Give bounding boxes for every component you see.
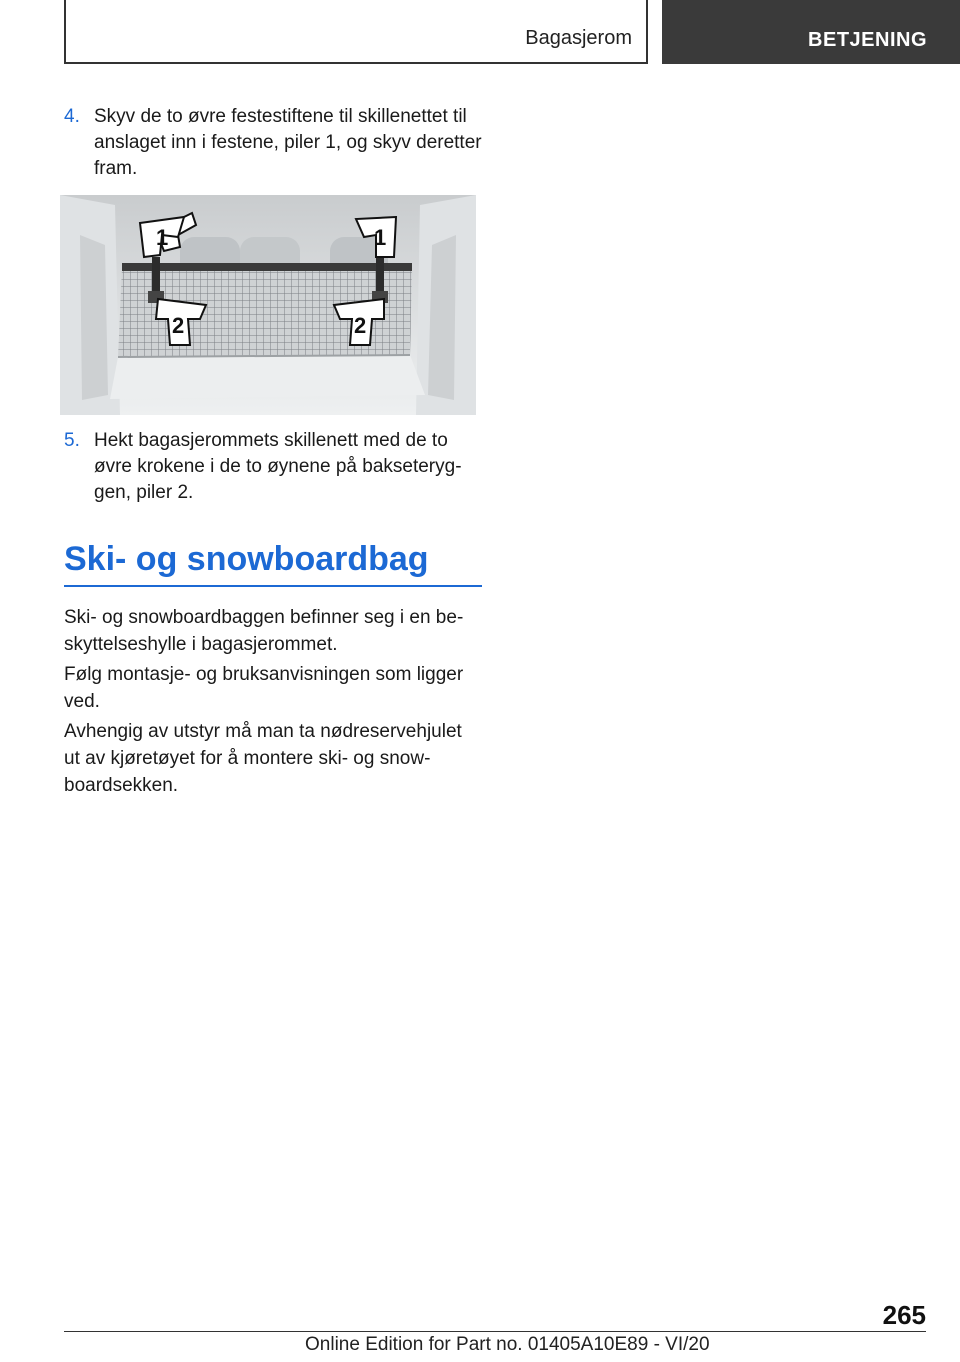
paragraph-line: ut av kjøretøyet for å montere ski- og snow-	[64, 748, 431, 769]
footer-divider	[64, 1331, 926, 1332]
paragraph	[64, 661, 484, 715]
paragraph-line: skyttelseshylle i bagasjerommet.	[64, 634, 338, 655]
paragraph-line: ved.	[64, 691, 100, 712]
arrow-label: 1	[156, 225, 169, 250]
paragraph-line: boardsekken.	[64, 775, 179, 796]
paragraph	[64, 604, 484, 658]
cargo-net-illustration	[60, 195, 476, 415]
step-text	[94, 104, 484, 182]
arrow-label: 2	[354, 313, 367, 338]
paragraph	[64, 718, 484, 799]
paragraph-line: Avhengig av utstyr må man ta nødreservehjulet	[64, 721, 462, 742]
step-line: fram.	[94, 158, 138, 179]
section-title: Bagasjerom	[525, 27, 632, 49]
section-heading: Ski- og snowboardbag	[64, 540, 482, 587]
footer-edition: Online Edition for Part no. 01405A10E89 - VI/20	[305, 1334, 710, 1355]
chapter-tab	[662, 0, 960, 64]
paragraph-line: Følg montasje- og bruksanvisningen som ligger	[64, 664, 464, 685]
cargo-net-figure	[60, 195, 476, 415]
arrow-label: 2	[172, 313, 185, 338]
step-line: anslaget inn i festene, piler 1, og skyv deretter	[94, 132, 482, 153]
running-header	[64, 0, 648, 64]
step-line: gen, piler 2.	[94, 482, 194, 503]
step-item	[64, 104, 484, 182]
step-item	[64, 428, 484, 506]
step-line: Hekt bagasjerommets skillenett med de to	[94, 430, 448, 451]
step-line: Skyv de to øvre festestiftene til skillenettet til	[94, 106, 467, 127]
step-line: øvre krokene i de to øynene på bakseteryg-	[94, 456, 462, 477]
page-number: 265	[882, 1300, 926, 1330]
step-text	[94, 428, 484, 506]
step-number: 4.	[64, 106, 80, 127]
paragraph-line: Ski- og snowboardbaggen befinner seg i en be-	[64, 607, 464, 628]
step-number: 5.	[64, 430, 80, 451]
chapter-title: BETJENING	[808, 29, 927, 51]
arrow-label: 1	[374, 225, 387, 250]
